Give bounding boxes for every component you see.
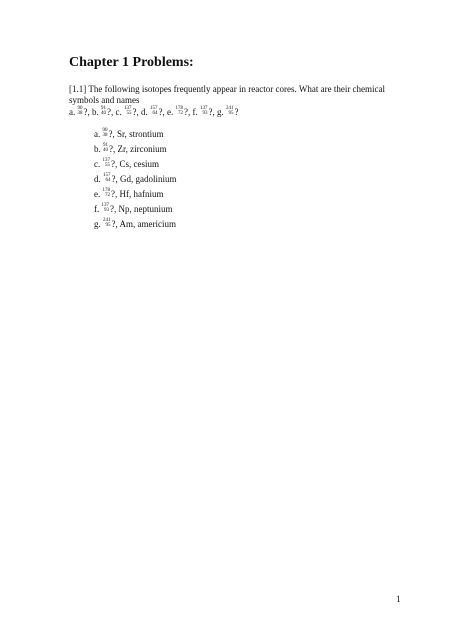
- mass-number: 137: [102, 157, 110, 163]
- isotope-letter: b.: [92, 107, 99, 117]
- mass-number: 90: [77, 105, 83, 111]
- element-symbol: ?: [111, 174, 116, 184]
- isotope-letter: d.: [141, 107, 148, 117]
- mass-number: 137: [101, 202, 109, 208]
- nuclide-symbol: [176, 106, 189, 118]
- isotope-inline-item: [193, 106, 215, 118]
- answer-list: [94, 127, 177, 232]
- element-symbol: ?: [107, 107, 111, 117]
- answer-letter: a.: [94, 129, 101, 139]
- mass-number: 91: [101, 105, 106, 111]
- mass-number: 241: [103, 217, 111, 223]
- nuclide-symbol: [103, 172, 116, 187]
- element-symbol: ?: [111, 219, 116, 229]
- element-symbol: ?: [108, 129, 113, 139]
- atomic-number: 40: [101, 110, 106, 116]
- answer-row: [94, 187, 177, 202]
- separator: ,: [162, 107, 165, 117]
- answer-text: , Hf, hafnium: [115, 189, 164, 199]
- separator: ,: [87, 107, 90, 117]
- answer-letter: e.: [94, 189, 101, 199]
- answer-text: , Am, americium: [115, 219, 176, 229]
- separator: ,: [188, 107, 191, 117]
- mass-number: 157: [150, 105, 158, 111]
- atomic-number: 64: [105, 177, 111, 183]
- answer-row: [94, 202, 177, 217]
- answer-letter: f.: [94, 204, 100, 214]
- mass-number: 157: [103, 172, 111, 178]
- chapter-title: Chapter 1 Problems:: [69, 55, 194, 70]
- nuclide-symbol: [200, 106, 213, 118]
- nuclide-symbol: [103, 142, 113, 157]
- answer-row: [94, 127, 177, 142]
- isotope-letter: a.: [69, 107, 76, 117]
- nuclide-symbol: [103, 127, 113, 142]
- answer-text: , Gd, gadolinium: [115, 174, 177, 184]
- isotope-list-inline: [69, 106, 239, 118]
- mass-number: 90: [102, 127, 108, 133]
- nuclide-symbol: [226, 106, 239, 118]
- question-text: [1.1] The following isotopes frequently appear in reactor cores. What are their chemical symbols and names: [69, 84, 386, 105]
- isotope-inline-item: [116, 106, 139, 118]
- element-symbol: ?: [132, 107, 137, 117]
- atomic-number: 38: [77, 110, 83, 116]
- element-symbol: ?: [111, 189, 115, 199]
- isotope-letter: g.: [217, 107, 224, 117]
- page-number: 1: [396, 594, 401, 604]
- mass-number: 137: [200, 105, 208, 111]
- answer-text: , Sr, strontium: [112, 129, 164, 139]
- mass-number: 241: [226, 105, 234, 111]
- atomic-number: 40: [103, 147, 108, 153]
- answer-text: , Zr, zirconium: [113, 144, 167, 154]
- isotope-inline-item: [141, 106, 165, 118]
- element-symbol: ?: [234, 107, 239, 117]
- separator: ,: [212, 107, 215, 117]
- atomic-number: 93: [104, 207, 109, 213]
- atomic-number: 64: [152, 110, 158, 116]
- element-symbol: ?: [184, 107, 188, 117]
- nuclide-symbol: [103, 157, 116, 172]
- mass-number: 91: [103, 142, 108, 148]
- atomic-number: 72: [105, 192, 110, 198]
- atomic-number: 72: [178, 110, 183, 116]
- mass-number: 178: [175, 105, 183, 111]
- element-symbol: ?: [111, 159, 115, 169]
- atomic-number: 38: [102, 132, 108, 138]
- answer-row: [94, 142, 177, 157]
- answer-row: [94, 157, 177, 172]
- nuclide-symbol: [101, 105, 114, 118]
- atomic-number: 93: [202, 110, 208, 116]
- element-symbol: ?: [83, 107, 88, 117]
- nuclide-symbol: [150, 106, 163, 118]
- isotope-inline-item: [69, 106, 90, 118]
- isotope-letter: e.: [167, 107, 174, 117]
- isotope-inline-item: [217, 106, 239, 118]
- element-symbol: ?: [208, 107, 213, 117]
- mass-number: 137: [124, 105, 132, 111]
- nuclide-symbol: [103, 187, 116, 202]
- element-symbol: ?: [158, 107, 163, 117]
- separator: ,: [136, 107, 139, 117]
- nuclide-symbol: [102, 202, 115, 217]
- atomic-number: 95: [105, 222, 111, 228]
- nuclide-symbol: [78, 106, 88, 118]
- answer-row: [94, 217, 177, 232]
- nuclide-symbol: [103, 217, 116, 232]
- atomic-number: 55: [105, 162, 110, 168]
- atomic-number: 95: [228, 110, 234, 116]
- element-symbol: ?: [109, 144, 113, 154]
- isotope-inline-item: [92, 106, 113, 118]
- answer-letter: b.: [94, 144, 101, 154]
- answer-letter: g.: [94, 219, 101, 229]
- mass-number: 178: [102, 187, 110, 193]
- answer-text: , Cs, cesium: [115, 159, 159, 169]
- isotope-inline-item: [167, 106, 190, 118]
- atomic-number: 55: [126, 110, 132, 116]
- isotope-letter: c.: [115, 107, 122, 117]
- isotope-letter: f.: [192, 107, 198, 117]
- separator: ,: [111, 107, 114, 117]
- answer-letter: c.: [94, 159, 101, 169]
- answer-text: , Np, neptunium: [114, 204, 173, 214]
- answer-letter: d.: [94, 174, 101, 184]
- answer-row: [94, 172, 177, 187]
- element-symbol: ?: [110, 204, 114, 214]
- nuclide-symbol: [124, 106, 137, 118]
